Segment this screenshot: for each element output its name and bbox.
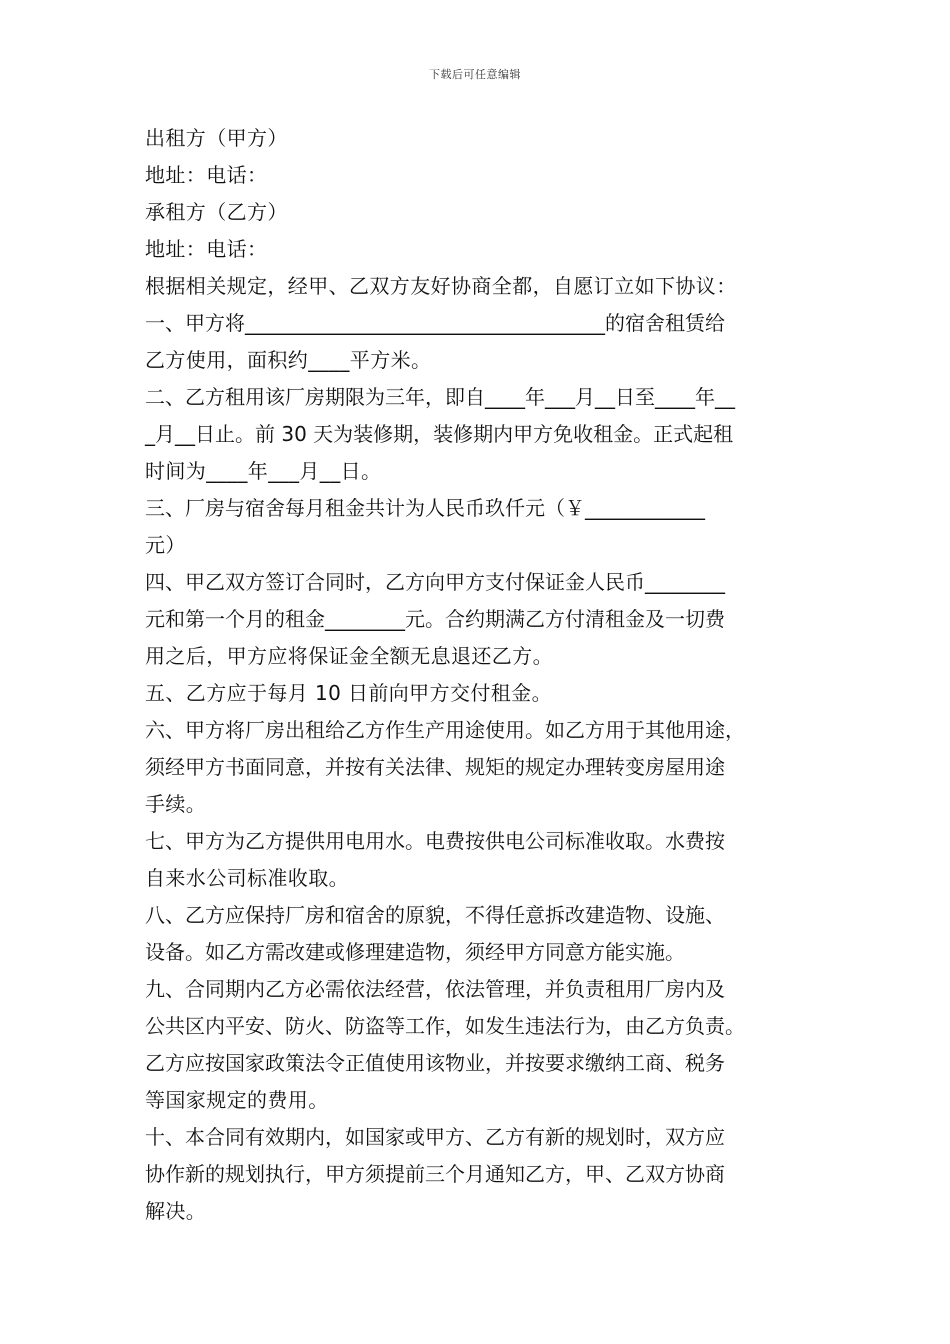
clause-4-line-2: 元和第一个月的租金________元。合约期满乙方付清租金及一切费 bbox=[145, 607, 725, 631]
clause-3-line-2: 元） bbox=[145, 533, 186, 557]
lessor-address-phone: 地址：电话： bbox=[145, 163, 268, 187]
clause-5: 五、乙方应于每月 10 日前向甲方交付租金。 bbox=[145, 681, 552, 705]
lessor-heading: 出租方（甲方） bbox=[145, 126, 288, 150]
clause-3-line-1: 三、厂房与宿舍每月租金共计为人民币玖仟元（￥____________ bbox=[145, 496, 705, 520]
clause-6-line-1: 六、甲方将厂房出租给乙方作生产用途使用。如乙方用于其他用途， bbox=[145, 718, 745, 742]
clause-4-line-3: 用之后，甲方应将保证金全额无息退还乙方。 bbox=[145, 644, 553, 668]
clause-10-line-2: 协作新的规划执行，甲方须提前三个月通知乙方，甲、乙双方协商 bbox=[145, 1162, 725, 1186]
lessee-address-phone: 地址：电话： bbox=[145, 237, 268, 261]
clause-8-line-2: 设备。如乙方需改建或修理建造物，须经甲方同意方能实施。 bbox=[145, 940, 685, 964]
clause-6-line-2: 须经甲方书面同意，并按有关法律、规矩的规定办理转变房屋用途 bbox=[145, 755, 725, 779]
clause-8-line-1: 八、乙方应保持厂房和宿舍的原貌，不得任意拆改建造物、设施、 bbox=[145, 903, 725, 927]
page-header-note: 下载后可任意编辑 bbox=[429, 68, 521, 81]
clause-7-line-1: 七、甲方为乙方提供用电用水。电费按供电公司标准收取。水费按 bbox=[145, 829, 725, 853]
clause-2-line-1: 二、乙方租用该厂房期限为三年，即自____年___月__日至____年__ bbox=[145, 385, 735, 409]
clause-9-line-4: 等国家规定的费用。 bbox=[145, 1088, 329, 1112]
contract-body bbox=[145, 120, 813, 1230]
clause-1-line-2: 乙方使用，面积约____平方米。 bbox=[145, 348, 432, 372]
clause-9-line-2: 公共区内平安、防火、防盗等工作，如发生违法行为，由乙方负责。 bbox=[145, 1014, 745, 1038]
clause-10-line-3: 解决。 bbox=[145, 1199, 207, 1223]
clause-9-line-3: 乙方应按国家政策法令正值使用该物业，并按要求缴纳工商、税务 bbox=[145, 1051, 725, 1075]
clause-2-line-2: _月__日止。前 30 天为装修期，装修期内甲方免收租金。正式起租 bbox=[145, 422, 734, 446]
clause-1-line-1: 一、甲方将____________________________________的宿舍租赁给 bbox=[145, 311, 725, 335]
clause-10-line-1: 十、本合同有效期内，如国家或甲方、乙方有新的规划时，双方应 bbox=[145, 1125, 725, 1149]
clause-2-line-3: 时间为____年___月__日。 bbox=[145, 459, 382, 483]
clause-6-line-3: 手续。 bbox=[145, 792, 207, 816]
lessee-heading: 承租方（乙方） bbox=[145, 200, 288, 224]
clause-7-line-2: 自来水公司标准收取。 bbox=[145, 866, 349, 890]
preamble: 根据相关规定，经甲、乙双方友好协商全都，自愿订立如下协议： bbox=[145, 274, 737, 298]
clause-4-line-1: 四、甲乙双方签订合同时，乙方向甲方支付保证金人民币________ bbox=[145, 570, 725, 594]
clause-9-line-1: 九、合同期内乙方必需依法经营，依法管理，并负责租用厂房内及 bbox=[145, 977, 725, 1001]
